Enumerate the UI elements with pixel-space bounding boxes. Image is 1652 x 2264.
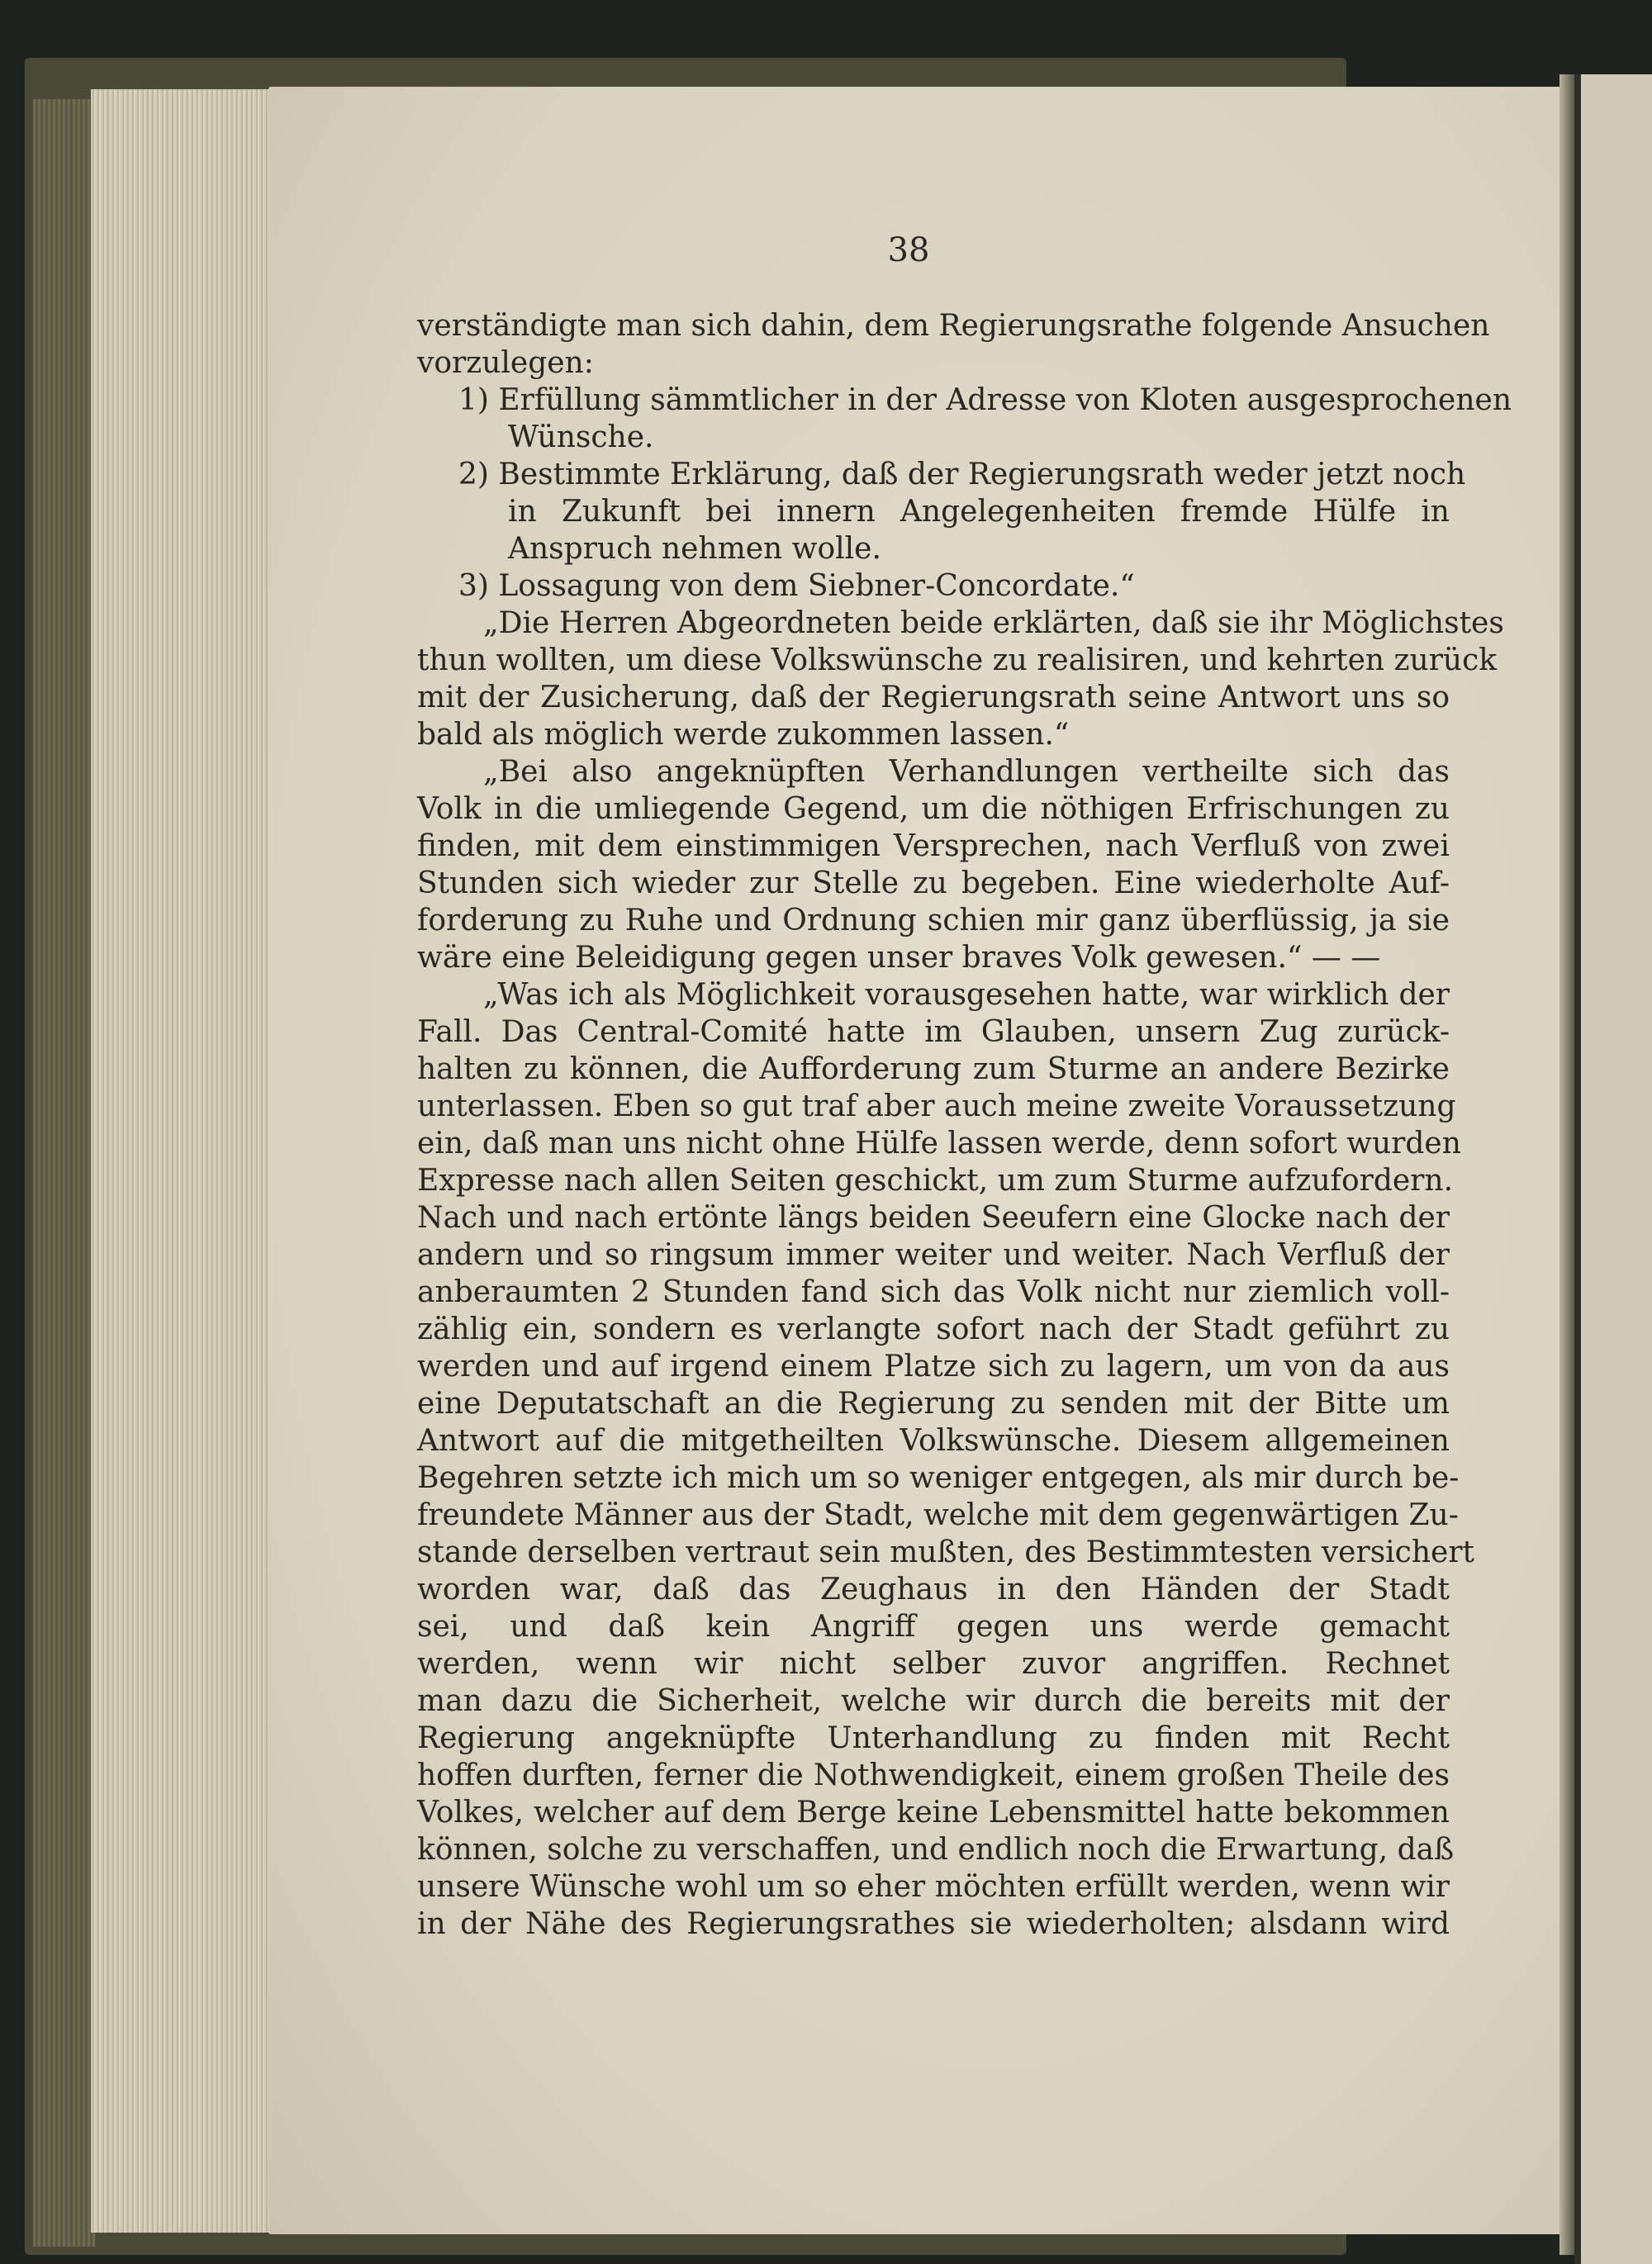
text-line: Expresse nach allen Seiten geschickt, um zum Sturme aufzufordern. [417,1164,1454,1198]
text-line: Stunden sich wieder zur Stelle zu begeben. Eine wiederholte Auf- [417,866,1450,900]
text-line: sei, und daß kein Angriff gegen uns werde gemacht [417,1610,1450,1644]
text-line: wäre eine Beleidigung gegen unser braves Volk gewesen.“ — — [417,941,1381,975]
list-item: 1) Erfüllung sämmtlicher in der Adresse von Kloten ausgesprochenen [458,383,1512,417]
text-line: Volkes, welcher auf dem Berge keine Lebensmittel hatte bekommen [417,1796,1450,1830]
text-line: „Was ich als Möglichkeit vorausgesehen hatte, war wirklich der [483,978,1450,1012]
text-line: Wünsche. [508,420,654,454]
text-line: zählig ein, sondern es verlangte sofort nach der Stadt geführt zu [417,1312,1450,1346]
body-text [417,307,1512,1943]
text-line: eine Deputatschaft an die Regierung zu senden mit der Bitte um [417,1387,1450,1421]
text-line: Volk in die umliegende Gegend, um die nöthigen Erfrischungen zu [417,792,1450,826]
text-line: mit der Zusicherung, daß der Regierungsrath seine Antwort uns so [417,681,1450,714]
text-line: Antwort auf die mitgetheilten Volkswünsche. Diesem allgemeinen [417,1424,1450,1458]
list-item: 2) Bestimmte Erklärung, daß der Regierungsrath weder jetzt noch [458,458,1466,491]
facing-page-edge [1574,74,1652,2264]
text-line: können, solche zu verschaffen, und endlich noch die Erwartung, daß [417,1833,1455,1867]
text-line: hoffen durften, ferner die Nothwendigkeit, einem großen Theile des [417,1759,1450,1792]
text-line: stande derselben vertraut sein mußten, des Bestimmtesten versichert [417,1535,1475,1569]
list-item: 3) Lossagung von dem Siebner-Concordate.“ [458,569,1135,603]
page-edges [91,89,274,2233]
page-number: 38 [887,231,930,269]
text-line: werden, wenn wir nicht selber zuvor angriffen. Rechnet [417,1647,1450,1681]
book-spine-edge [33,99,95,2247]
text-line: finden, mit dem einstimmigen Versprechen, nach Verfluß von zwei [417,829,1450,863]
text-line: Begehren setzte ich mich um so weniger entgegen, als mir durch be- [417,1461,1460,1495]
text-line: thun wollten, um diese Volkswünsche zu realisiren, und kehrten zurück [417,643,1498,677]
text-line: vorzulegen: [417,346,594,380]
text-line: unsere Wünsche wohl um so eher möchten erfüllt werden, wenn wir [417,1870,1450,1904]
text-line: worden war, daß das Zeughaus in den Händen der Stadt [417,1573,1450,1607]
text-line: in der Nähe des Regierungsrathes sie wiederholten; alsdann wird [417,1907,1450,1941]
text-line: „Bei also angeknüpften Verhandlungen vertheilte sich das [483,755,1450,789]
text-line: halten zu können, die Aufforderung zum Sturme an andere Bezirke [417,1052,1450,1086]
text-line: man dazu die Sicherheit, welche wir durch die bereits mit der [417,1684,1450,1718]
text-line: in Zukunft bei innern Angelegenheiten fremde Hülfe in [508,495,1450,529]
text-line: unterlassen. Eben so gut traf aber auch meine zweite Voraussetzung [417,1089,1456,1123]
text-line: andern und so ringsum immer weiter und weiter. Nach Verfluß der [417,1238,1450,1272]
text-line: „Die Herren Abgeordneten beide erklärten, daß sie ihr Möglichstes [483,606,1504,640]
text-line: Anspruch nehmen wolle. [508,532,881,566]
text-line: bald als möglich werde zukommen lassen.“ [417,718,1070,752]
text-line: verständigte man sich dahin, dem Regierungsrathe folgende Ansuchen [417,309,1490,343]
text-line: werden und auf irgend einem Platze sich zu lagern, um von da aus [417,1350,1450,1384]
text-line: ein, daß man uns nicht ohne Hülfe lassen werde, denn sofort wurden [417,1127,1461,1160]
text-line: Regierung angeknüpfte Unterhandlung zu finden mit Recht [417,1721,1450,1755]
text-line: forderung zu Ruhe und Ordnung schien mir ganz überflüssig, ja sie [417,904,1450,937]
text-line: Fall. Das Central-Comité hatte im Glauben, unsern Zug zurück- [417,1015,1450,1049]
text-line: Nach und nach ertönte längs beiden Seeufern eine Glocke nach der [417,1201,1450,1235]
text-line: anberaumten 2 Stunden fand sich das Volk nicht nur ziemlich voll- [417,1275,1450,1309]
text-line: freundete Männer aus der Stadt, welche mit dem gegenwärtigen Zu- [417,1498,1459,1532]
